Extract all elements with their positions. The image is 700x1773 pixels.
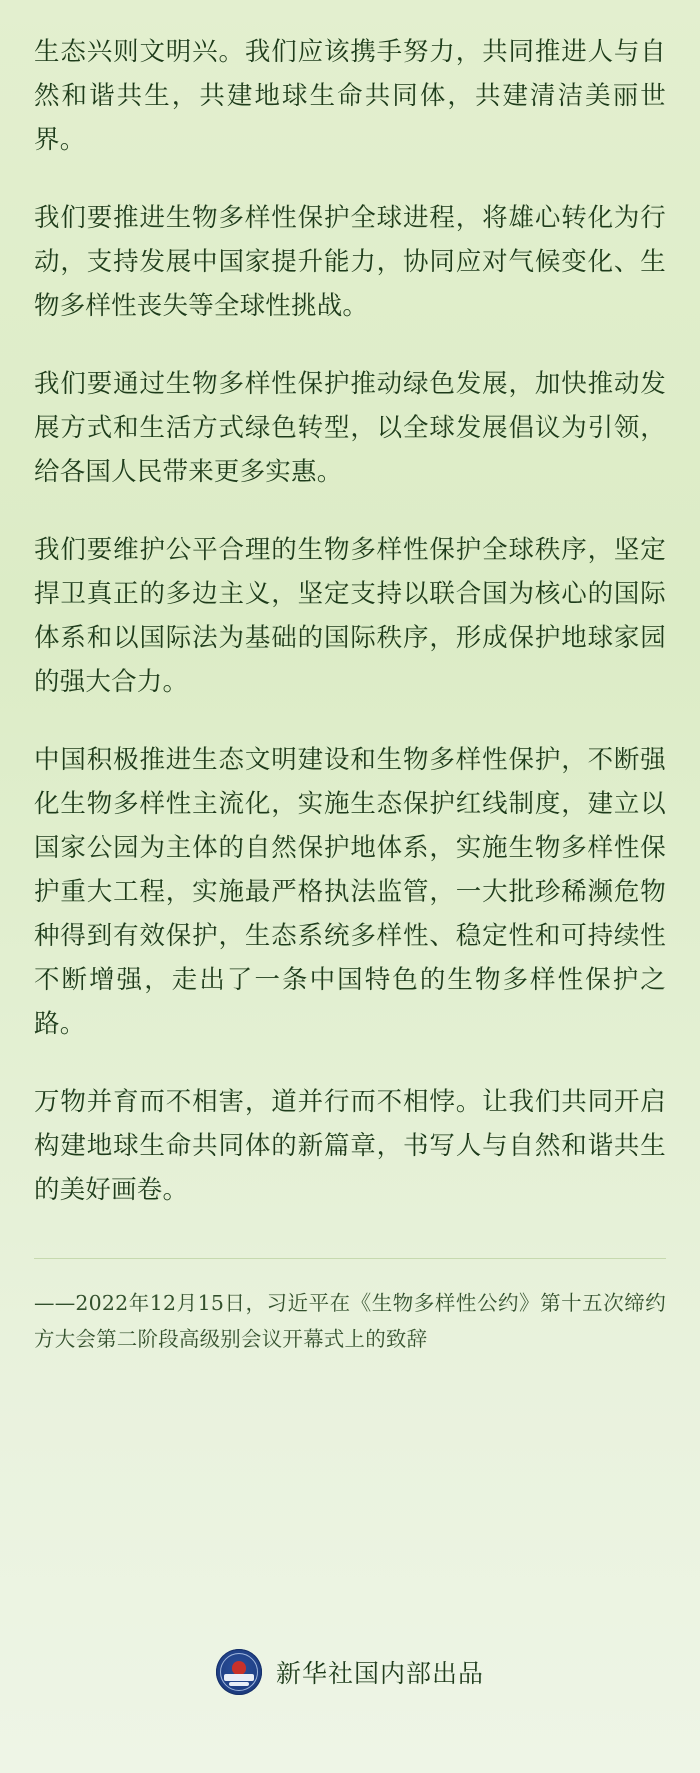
paragraph: 我们要通过生物多样性保护推动绿色发展，加快推动发展方式和生活方式绿色转型，以全球发展倡议为引领，给各国人民带来更多实惠。 — [34, 369, 666, 487]
footer-label: 新华社国内部出品 — [275, 1659, 484, 1688]
divider — [34, 1258, 666, 1259]
paragraph: 我们要维护公平合理的生物多样性保护全球秩序，坚定捍卫真正的多边主义，坚定支持以联合国为核心的国际体系和以国际法为基础的国际秩序，形成保护地球家园的强大合力。 — [34, 535, 666, 697]
xinhua-torch-logo-icon — [216, 1649, 262, 1695]
footer — [0, 1649, 700, 1773]
paragraph: 中国积极推进生态文明建设和生物多样性保护，不断强化生物多样性主流化，实施生态保护红线制度，建立以国家公园为主体的自然保护地体系，实施生物多样性保护重大工程，实施最严格执法监管，一大批珍稀濒危物种得到有效保护，生态系统多样性、稳定性和可持续性不断增强，走出了一条中国特色的生物多样性保护之路。 — [34, 745, 666, 1039]
source-attribution — [0, 1258, 700, 1357]
source-text: ——2022年12月15日，习近平在《生物多样性公约》第十五次缔约方大会第二阶段高级别会议开幕式上的致辞 — [34, 1291, 666, 1351]
paragraph: 万物并育而不相害，道并行而不相悖。让我们共同开启构建地球生命共同体的新篇章，书写人与自然和谐共生的美好画卷。 — [34, 1087, 666, 1205]
paragraph: 我们要推进生物多样性保护全球进程，将雄心转化为行动，支持发展中国家提升能力，协同应对气候变化、生物多样性丧失等全球性挑战。 — [34, 203, 666, 321]
paragraph: 生态兴则文明兴。我们应该携手努力，共同推进人与自然和谐共生，共建地球生命共同体，共建清洁美丽世界。 — [34, 37, 666, 155]
